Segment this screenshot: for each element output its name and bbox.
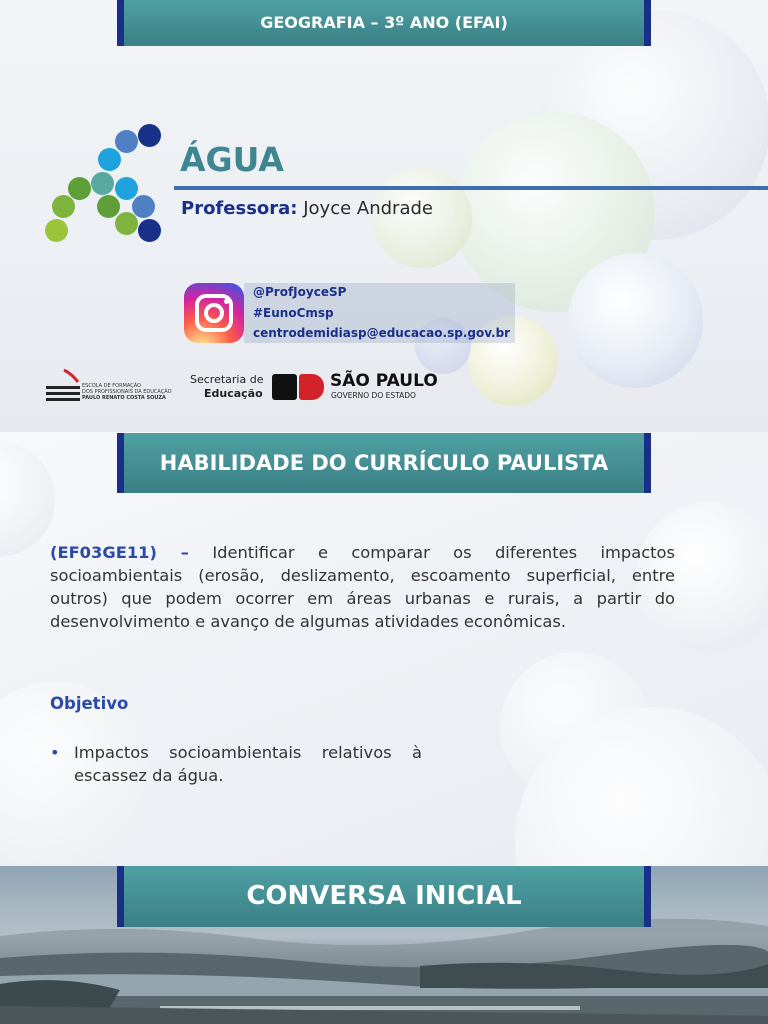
- decorative-bubble: [0, 442, 55, 557]
- cmsp-logo-icon: [40, 118, 170, 248]
- hashtag: #EunoCmsp: [253, 306, 334, 320]
- sao-paulo-government-logo: Secretaria de Educação SÃO PAULO GOVERNO DO ESTADO: [190, 371, 438, 400]
- curriculum-banner: HABILIDADE DO CURRÍCULO PAULISTA: [117, 433, 651, 493]
- lesson-title: ÁGUA: [180, 140, 284, 179]
- skill-code: (EF03GE11) –: [50, 543, 189, 562]
- cover-slide: [0, 0, 768, 432]
- curriculum-slide: [0, 432, 768, 866]
- initial-conversation-banner: CONVERSA INICIAL: [117, 866, 651, 927]
- skill-description: [50, 541, 675, 633]
- skill-text: Identificar e comparar os diferentes impactos socioambientais (erosão, deslizamento, escoamento superficial, entre outros) que podem ocorrer em áreas urbanas e rurais, a partir do desenvolvimento e avanço de algumas atividades econômicas.: [50, 543, 675, 631]
- instagram-icon: [184, 283, 244, 343]
- instagram-handle[interactable]: @ProfJoyceSP: [253, 285, 347, 299]
- objective-heading: Objetivo: [50, 694, 129, 713]
- efape-logo: ESCOLA DE FORMAÇÃO DOS PROFISSIONAIS DA EDUCAÇÃO PAULO RENATO COSTA SOUZA: [46, 368, 166, 402]
- objective-text: Impactos socioambientais relativos à escassez da água.: [74, 743, 422, 785]
- bullet-icon: •: [50, 743, 60, 762]
- title-underline: [174, 186, 768, 190]
- decorative-bubble: [568, 253, 703, 388]
- teacher-name: [181, 198, 433, 219]
- subject-banner: GEOGRAFIA – 3º ANO (EFAI): [117, 0, 651, 46]
- sp-mark-icon: [272, 374, 324, 400]
- teacher-value: Joyce Andrade: [303, 198, 433, 219]
- teacher-label: Professora:: [181, 198, 298, 219]
- contact-email[interactable]: centrodemidiasp@educacao.sp.gov.br: [253, 326, 511, 340]
- initial-conversation-slide: [0, 866, 768, 1024]
- objective-list-item: [50, 741, 422, 787]
